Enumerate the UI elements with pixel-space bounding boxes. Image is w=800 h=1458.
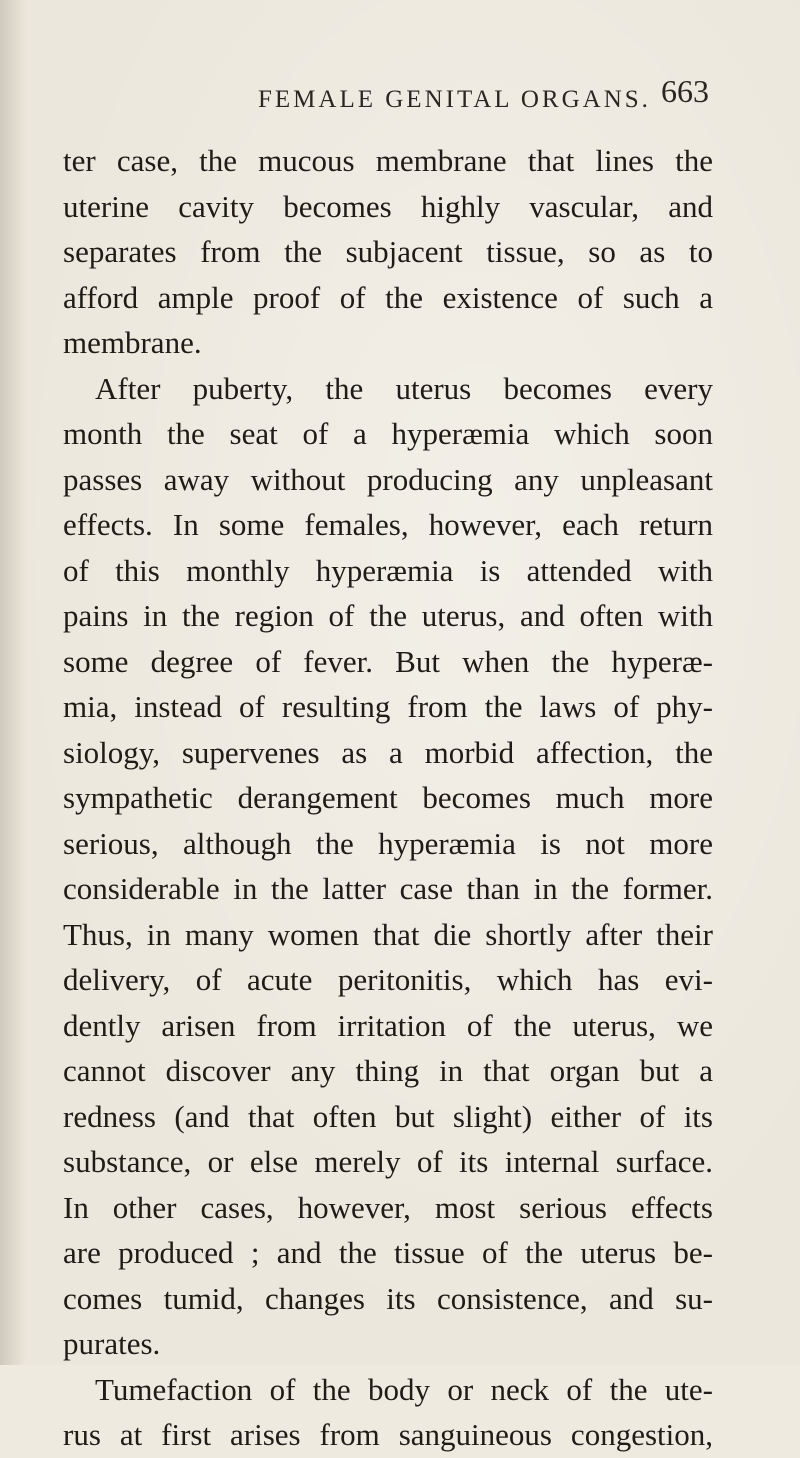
running-head: FEMALE GENITAL ORGANS. — [258, 86, 651, 113]
text-line: afford ample proof of the existence of such a — [63, 279, 713, 315]
text-line: Thus, in many women that die shortly after their — [63, 916, 713, 952]
text-line: ter case, the mucous membrane that lines the — [63, 143, 713, 178]
body-text — [63, 138, 713, 1458]
paragraph-first-line: After puberty, the uterus becomes every — [95, 370, 713, 406]
text-line: comes tumid, changes its consistence, and su- — [63, 1280, 713, 1316]
text-line: separates from the subjacent tissue, so as to — [63, 234, 713, 269]
text-line: pains in the region of the uterus, and often with — [63, 598, 713, 633]
text-line: siology, supervenes as a morbid affection, the — [63, 734, 713, 770]
text-line: dently arisen from irritation of the uterus, we — [63, 1007, 713, 1043]
text-line: delivery, of acute peritonitis, which has evi- — [63, 962, 713, 997]
text-line: membrane. — [63, 325, 202, 360]
text-line: some degree of fever. But when the hyperæ- — [63, 643, 713, 679]
text-line: mia, instead of resulting from the laws of phy- — [63, 689, 713, 724]
text-line: uterine cavity becomes highly vascular, and — [63, 188, 713, 224]
text-line: rus at first arises from sanguineous congestion, — [63, 1417, 713, 1452]
text-line: are produced ; and the tissue of the uterus be- — [63, 1235, 713, 1270]
paragraph-first-line: Tumefaction of the body or neck of the ute- — [95, 1371, 713, 1407]
text-line: In other cases, however, most serious effects — [63, 1189, 713, 1225]
text-line: redness (and that often but slight) either of its — [63, 1098, 713, 1134]
text-line: cannot discover any thing in that organ but a — [63, 1053, 713, 1088]
text-line: substance, or else merely of its internal surface. — [63, 1144, 713, 1179]
text-line: of this monthly hyperæmia is attended with — [63, 552, 713, 588]
text-line: sympathetic derangement becomes much more — [63, 780, 713, 815]
text-line: serious, although the hyperæmia is not more — [63, 825, 713, 861]
text-line: passes away without producing any unpleasant — [63, 461, 713, 497]
text-line: effects. In some females, however, each return — [63, 507, 713, 542]
page-number: 663 — [661, 73, 709, 109]
text-line: month the seat of a hyperæmia which soon — [63, 416, 713, 451]
text-line: purates. — [63, 1326, 161, 1361]
page-gutter-shadow — [0, 0, 26, 1365]
text-line: considerable in the latter case than in the former. — [63, 871, 713, 906]
